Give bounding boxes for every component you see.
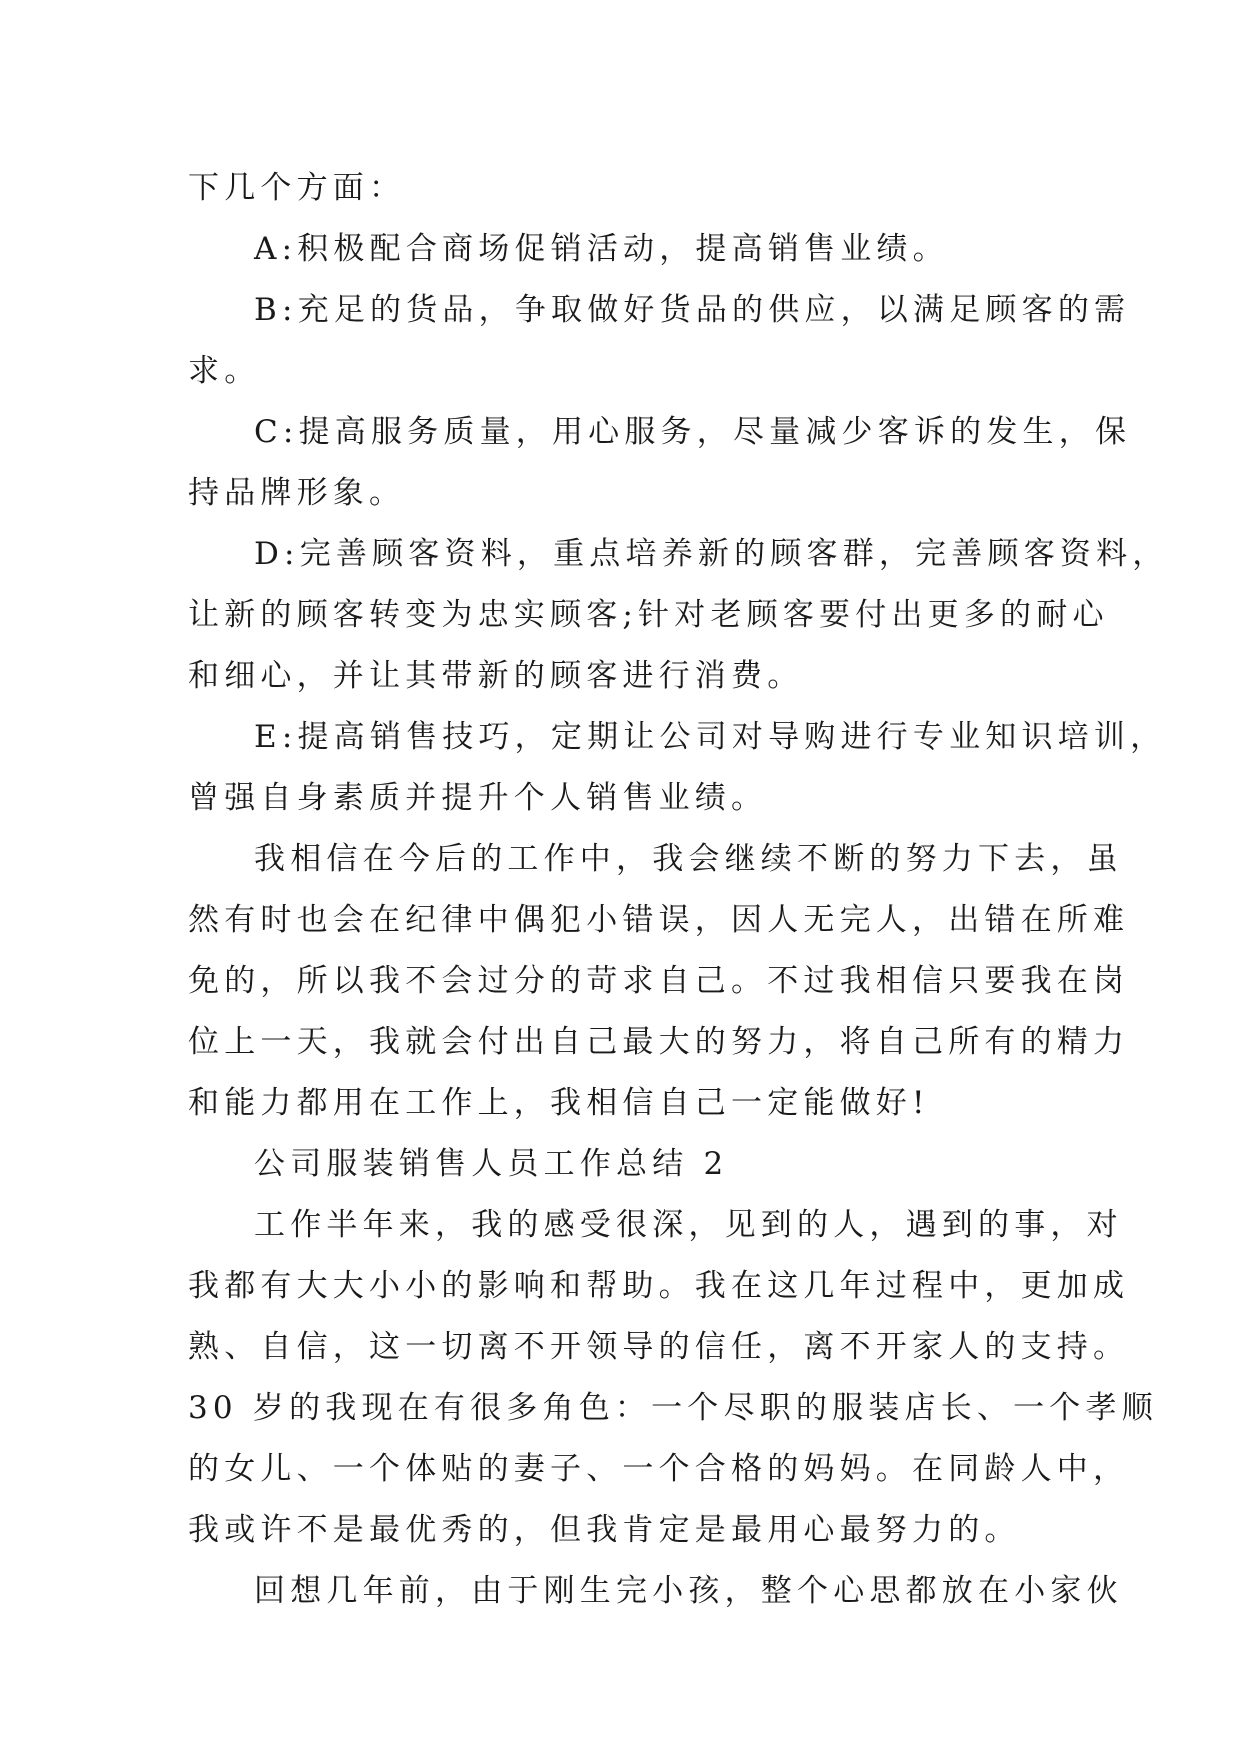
text-line: A:积极配合商场促销活动，提高销售业绩。: [254, 231, 949, 267]
text-line: D:完善顾客资料，重点培养新的顾客群，完善顾客资料，: [254, 536, 1169, 572]
text-line: 公司服装销售人员工作总结 2: [254, 1146, 729, 1182]
text-line: 工作半年来，我的感受很深，见到的人，遇到的事，对: [254, 1207, 1123, 1243]
text-line: 我或许不是最优秀的，但我肯定是最用心最努力的。: [188, 1512, 1021, 1548]
text-line: 和能力都用在工作上，我相信自己一定能做好!: [188, 1085, 930, 1121]
text-line: 免的，所以我不会过分的苛求自己。不过我相信只要我在岗: [188, 963, 1130, 999]
text-line: 位上一天，我就会付出自己最大的努力，将自己所有的精力: [188, 1024, 1130, 1060]
text-line: B:充足的货品，争取做好货品的供应，以满足顾客的需: [254, 292, 1131, 328]
text-line: 我相信在今后的工作中，我会继续不断的努力下去，虽: [254, 841, 1123, 877]
text-line: 30 岁的我现在有很多角色：一个尽职的服装店长、一个孝顺: [188, 1390, 1158, 1426]
text-line: 和细心，并让其带新的顾客进行消费。: [188, 658, 804, 694]
text-line: 让新的顾客转变为忠实顾客;针对老顾客要付出更多的耐心: [188, 597, 1109, 633]
text-line: 回想几年前，由于刚生完小孩，整个心思都放在小家伙: [254, 1573, 1123, 1609]
text-line: 熟、自信，这一切离不开领导的信任，离不开家人的支持。: [188, 1329, 1130, 1365]
text-line: 我都有大大小小的影响和帮助。我在这几年过程中，更加成: [188, 1268, 1130, 1304]
text-line: 曾强自身素质并提升个人销售业绩。: [188, 780, 768, 816]
text-line: 求。: [188, 353, 261, 389]
text-line: 然有时也会在纪律中偶犯小错误，因人无完人，出错在所难: [188, 902, 1130, 938]
text-line: 的女儿、一个体贴的妻子、一个合格的妈妈。在同龄人中，: [188, 1451, 1130, 1487]
text-line: C:提高服务质量，用心服务，尽量减少客诉的发生，保: [254, 414, 1132, 450]
text-line: E:提高销售技巧，定期让公司对导购进行专业知识培训，: [254, 719, 1167, 755]
document-page: [188, 158, 1169, 1622]
text-line: 下几个方面：: [188, 170, 406, 206]
text-line: 持品牌形象。: [188, 475, 406, 511]
